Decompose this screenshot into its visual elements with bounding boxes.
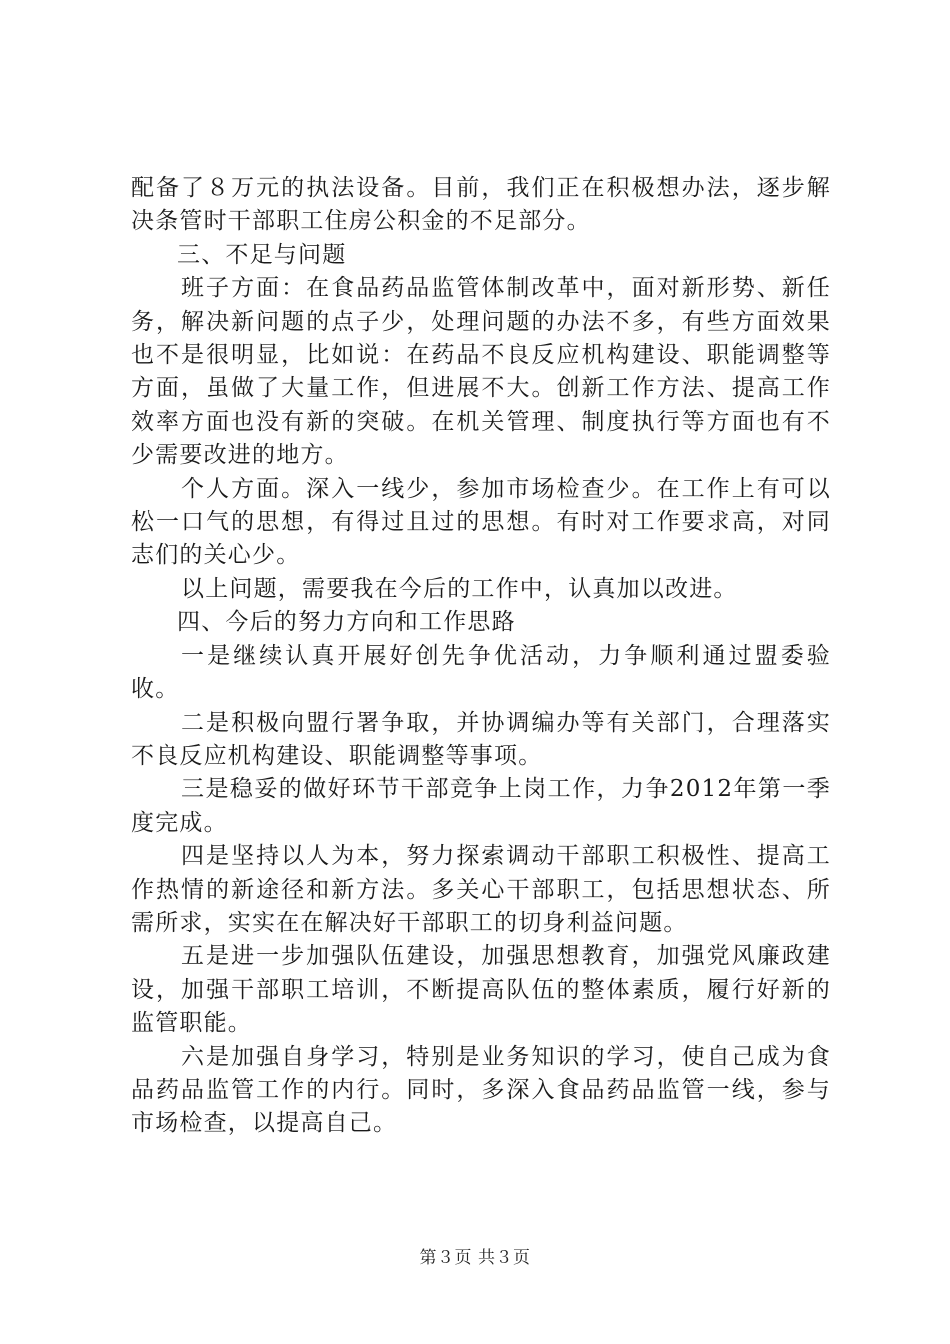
- document-body: [131, 172, 831, 1141]
- paragraph-team-issues: 班子方面：在食品药品监管体制改革中，面对新形势、新任务，解决新问题的点子少，处理问题的办法不多，有些方面效果也不是很明显，比如说：在药品不良反应机构建设、职能调整等方面，虽做了大量工作，但进展不大。创新工作方法、提高工作效率方面也没有新的突破。在机关管理、制度执行等方面也有不少需要改进的地方。: [131, 275, 831, 469]
- paragraph-personal-issues: 个人方面。深入一线少，参加市场检查少。在工作上有可以松一口气的思想，有得过且过的思想。有时对工作要求高，对同志们的关心少。: [131, 475, 831, 569]
- paragraph-item-three: 三是稳妥的做好环节干部竞争上岗工作，力争2012年第一季度完成。: [131, 776, 831, 836]
- page-footer: 第３页 共３页: [419, 1248, 531, 1268]
- paragraph-funding: 配备了８万元的执法设备。目前，我们正在积极想办法，逐步解决条管时干部职工住房公积金的不足部分。: [131, 175, 831, 235]
- paragraph-item-five: 五是进一步加强队伍建设，加强思想教育，加强党风廉政建设，加强干部职工培训，不断提高队伍的整体素质，履行好新的监管职能。: [131, 943, 831, 1037]
- paragraph-item-four: 四是坚持以人为本，努力探索调动干部职工积极性、提高工作热情的新途径和新方法。多关心干部职工，包括思想状态、所需所求，实实在在解决好干部职工的切身利益问题。: [131, 843, 831, 936]
- paragraph-item-one: 一是继续认真开展好创先争优活动，力争顺利通过盟委验收。: [131, 642, 831, 703]
- paragraph-item-two: 二是积极向盟行署争取，并协调编办等有关部门，合理落实不良反应机构建设、职能调整等事项。: [131, 709, 831, 769]
- section-heading-future-direction: 四、今后的努力方向和工作思路: [177, 609, 516, 636]
- section-heading-shortcomings: 三、不足与问题: [177, 241, 347, 268]
- paragraph-item-six: 六是加强自身学习，特别是业务知识的学习，使自己成为食品药品监管工作的内行。同时，多深入食品药品监管一线，参与市场检查，以提高自己。: [131, 1043, 831, 1137]
- paragraph-improvement: 以上问题，需要我在今后的工作中，认真加以改进。: [181, 575, 738, 602]
